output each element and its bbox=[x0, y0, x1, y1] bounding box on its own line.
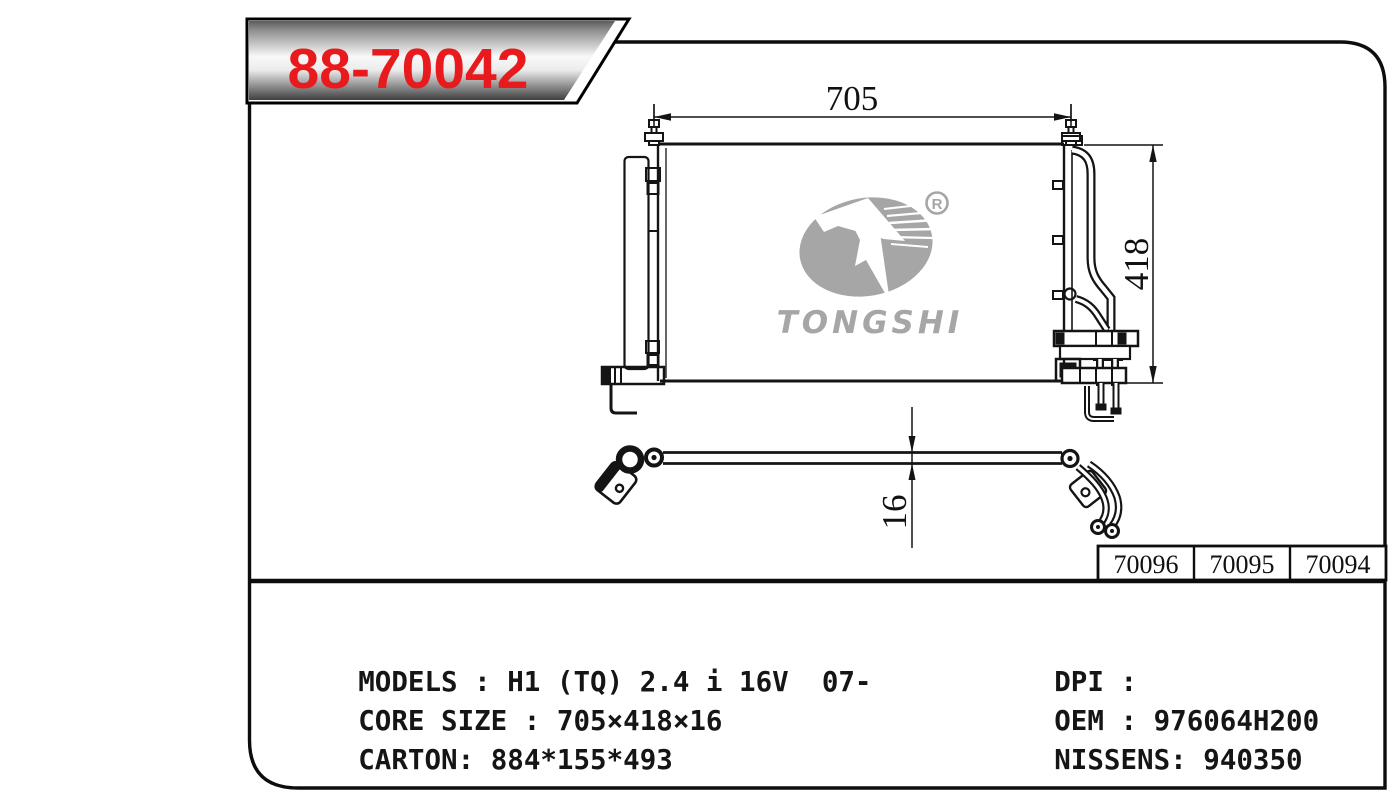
spec-models-value: H1 (TQ) 2.4 i 16V 07- bbox=[507, 666, 872, 698]
ref-table bbox=[1098, 546, 1386, 580]
spec-core-size-value: 705×418×16 bbox=[556, 705, 723, 737]
dim-depth-label: 16 bbox=[875, 494, 914, 530]
spec-nissens-sep: : bbox=[1170, 744, 1204, 776]
spec-nissens-line bbox=[988, 712, 1303, 808]
spec-oem-value: 976064H200 bbox=[1153, 705, 1320, 737]
spec-core-size-label: CORE SIZE bbox=[358, 705, 508, 737]
spec-carton-label: CARTON bbox=[358, 744, 458, 776]
ref-number-1: 70096 bbox=[1113, 550, 1179, 579]
spec-models-label: MODELS bbox=[358, 666, 458, 698]
ref-number-3: 70094 bbox=[1305, 550, 1371, 579]
spec-core-size-sep: : bbox=[507, 705, 557, 737]
spec-oem-sep: : bbox=[1103, 705, 1154, 737]
dim-height-label: 418 bbox=[1117, 237, 1156, 291]
receiver-drier bbox=[625, 157, 661, 369]
part-number: 88-70042 bbox=[287, 37, 529, 101]
pipes-right-bottom-view bbox=[1068, 464, 1118, 538]
dimension-width bbox=[654, 79, 1071, 127]
dim-width-label: 705 bbox=[825, 79, 879, 118]
spec-nissens-label: NISSENS bbox=[1054, 744, 1171, 776]
spec-carton-line bbox=[292, 712, 673, 808]
dimension-depth bbox=[875, 407, 916, 548]
ref-number-2: 70095 bbox=[1209, 550, 1275, 579]
spec-nissens-value: 940350 bbox=[1203, 744, 1303, 776]
banner bbox=[247, 19, 629, 103]
spec-oem-label: OEM bbox=[1054, 705, 1104, 737]
bracket-bottom-left bbox=[602, 367, 664, 413]
bottom-view bbox=[594, 449, 1119, 538]
spec-carton-value: 884*155*493 bbox=[490, 744, 673, 776]
brand-name: TONGSHI bbox=[776, 305, 964, 341]
spec-carton-sep: : bbox=[457, 744, 491, 776]
brand-logo bbox=[777, 187, 964, 341]
spec-dpi-sep: : bbox=[1103, 666, 1138, 698]
spec-models-sep: : bbox=[457, 666, 508, 698]
registered-mark-letter: R bbox=[931, 196, 943, 213]
spec-dpi-label: DPI bbox=[1054, 666, 1104, 698]
